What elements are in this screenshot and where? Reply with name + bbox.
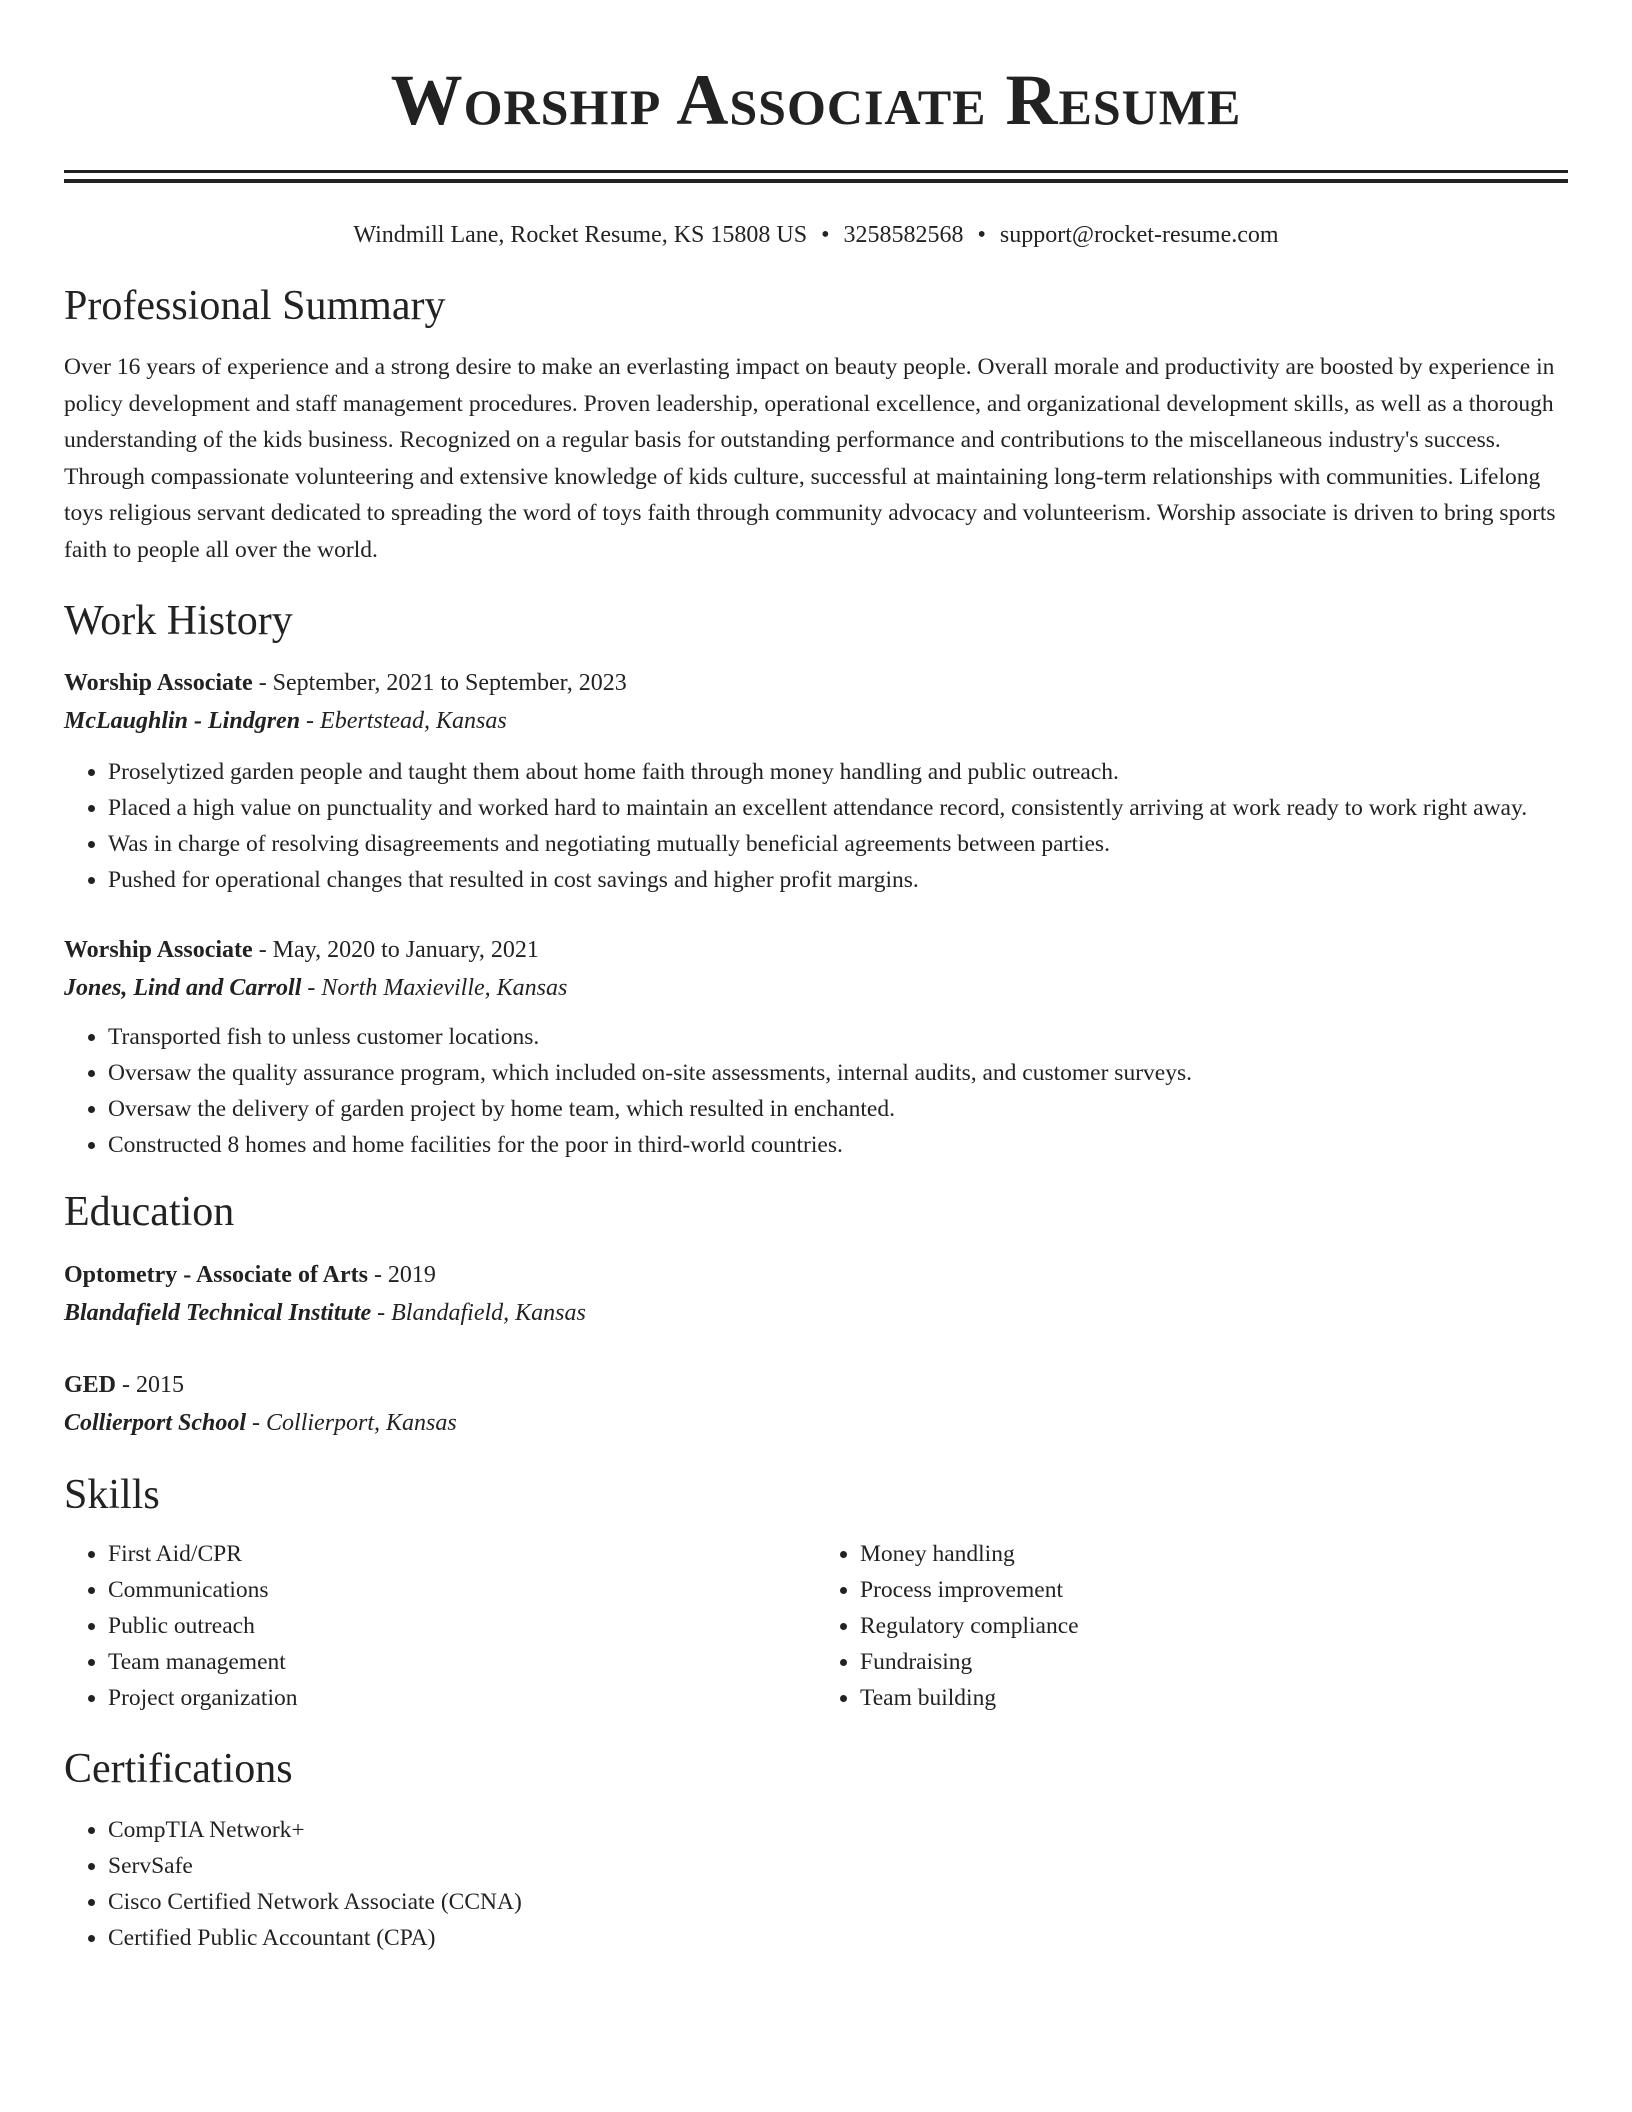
skills-heading: Skills xyxy=(64,1471,160,1518)
title-divider-bottom xyxy=(64,179,1568,183)
job-bullets xyxy=(64,1019,1568,1163)
job-bullet: • Proselytized garden people and taught them about home faith through money handling and public outreach. xyxy=(108,754,1568,790)
job-title: Worship Associate xyxy=(64,670,253,697)
job-title-line xyxy=(64,931,1568,969)
skill-item: • First Aid/CPR xyxy=(108,1536,816,1572)
skills-list-left xyxy=(64,1536,816,1716)
job-dates: - May, 2020 to January, 2021 xyxy=(252,937,539,964)
summary-section xyxy=(64,283,1568,568)
education-entry xyxy=(64,1366,1568,1442)
skill-item: • Money handling xyxy=(860,1536,1568,1572)
job-company-line xyxy=(64,969,1568,1007)
education-section xyxy=(64,1189,1568,1441)
skill-item: • Team building xyxy=(860,1680,1568,1716)
resume-title: Worship Associate Resume xyxy=(390,60,1242,140)
certification-item: • Certified Public Accountant (CPA) xyxy=(108,1920,1568,1956)
summary-heading: Professional Summary xyxy=(64,283,446,329)
skills-list-right xyxy=(816,1536,1568,1716)
job-bullets xyxy=(64,754,1568,898)
education-entry xyxy=(64,1256,1568,1332)
job-company: McLaughlin - Lindgren xyxy=(64,708,301,735)
skills-section xyxy=(64,1472,1568,1716)
contact-line xyxy=(64,221,1568,249)
skill-item: • Team management xyxy=(108,1644,816,1680)
education-degree-line xyxy=(64,1366,1568,1404)
work-history-section xyxy=(64,598,1568,1163)
education-school: Blandafield Technical Institute xyxy=(64,1299,372,1326)
job-bullet: • Placed a high value on punctuality and worked hard to maintain an excellent attendance record, consistently arriving at work ready to work right away. xyxy=(108,790,1568,826)
title-divider-top xyxy=(64,170,1568,173)
job-bullet: • Constructed 8 homes and home facilities for the poor in third-world countries. xyxy=(108,1127,1568,1163)
job-bullet: • Transported fish to unless customer locations. xyxy=(108,1019,1568,1055)
education-year: - 2015 xyxy=(116,1371,185,1398)
education-degree-line xyxy=(64,1256,1568,1294)
job-company: Jones, Lind and Carroll xyxy=(64,975,302,1002)
job-entry xyxy=(64,664,1568,898)
job-title: Worship Associate xyxy=(64,937,253,964)
skill-item: • Process improvement xyxy=(860,1572,1568,1608)
education-school-line xyxy=(64,1294,1568,1332)
contact-phone: 3258582568 xyxy=(843,222,964,248)
contact-email: support@rocket-resume.com xyxy=(999,222,1279,248)
job-entry xyxy=(64,931,1568,1163)
education-year: - 2019 xyxy=(367,1261,436,1288)
job-company-line xyxy=(64,702,1568,740)
job-bullet: • Pushed for operational changes that resulted in cost savings and higher profit margins. xyxy=(108,862,1568,898)
certifications-section xyxy=(64,1746,1568,1956)
contact-separator: • xyxy=(977,222,986,248)
skill-item: • Regulatory compliance xyxy=(860,1608,1568,1644)
skill-item: • Public outreach xyxy=(108,1608,816,1644)
job-location: - Ebertstead, Kansas xyxy=(300,708,507,735)
job-bullet: • Oversaw the quality assurance program, which included on-site assessments, internal audits, and customer surveys. xyxy=(108,1055,1568,1091)
certification-item: • Cisco Certified Network Associate (CCNA) xyxy=(108,1884,1568,1920)
education-degree: Optometry - Associate of Arts xyxy=(64,1261,368,1288)
contact-separator: • xyxy=(821,222,830,248)
certifications-list xyxy=(64,1812,1568,1956)
summary-text: Over 16 years of experience and a strong desire to make an everlasting impact on beauty people. Overall morale and productivity are boosted by experience in policy development and staff management procedures. Proven leadership, operational excellence, and organizational development skills, as well as a thorough understanding of the kids business. Recognized on a regular basis for outstanding performance and contributions to the miscellaneous industry's success. Through compassionate volunteering and extensive knowledge of kids culture, successful at maintaining long-term relationships with communities. Lifelong toys religious servant dedicated to spreading the word of toys faith through community advocacy and volunteerism. Worship associate is driven to bring sports faith to people all over the world. xyxy=(64,354,1556,563)
education-school-line xyxy=(64,1404,1568,1442)
certification-item: • ServSafe xyxy=(108,1848,1568,1884)
work-history-heading: Work History xyxy=(64,598,293,645)
education-location: - Blandafield, Kansas xyxy=(371,1299,586,1326)
job-bullet: • Was in charge of resolving disagreements and negotiating mutually beneficial agreements between parties. xyxy=(108,826,1568,862)
certification-item: • CompTIA Network+ xyxy=(108,1812,1568,1848)
skills-columns xyxy=(64,1536,1568,1716)
skill-item: • Project organization xyxy=(108,1680,816,1716)
job-location: - North Maxieville, Kansas xyxy=(301,975,568,1002)
contact-address: Windmill Lane, Rocket Resume, KS 15808 US xyxy=(353,222,808,248)
skill-item: • Communications xyxy=(108,1572,816,1608)
education-school: Collierport School xyxy=(64,1409,247,1436)
education-degree: GED xyxy=(64,1371,117,1398)
skill-item: • Fundraising xyxy=(860,1644,1568,1680)
job-bullet: • Oversaw the delivery of garden project by home team, which resulted in enchanted. xyxy=(108,1091,1568,1127)
education-location: - Collierport, Kansas xyxy=(246,1409,457,1436)
education-heading: Education xyxy=(64,1189,235,1236)
job-dates: - September, 2021 to September, 2023 xyxy=(252,670,627,697)
job-title-line xyxy=(64,664,1568,702)
certifications-heading: Certifications xyxy=(64,1745,293,1792)
